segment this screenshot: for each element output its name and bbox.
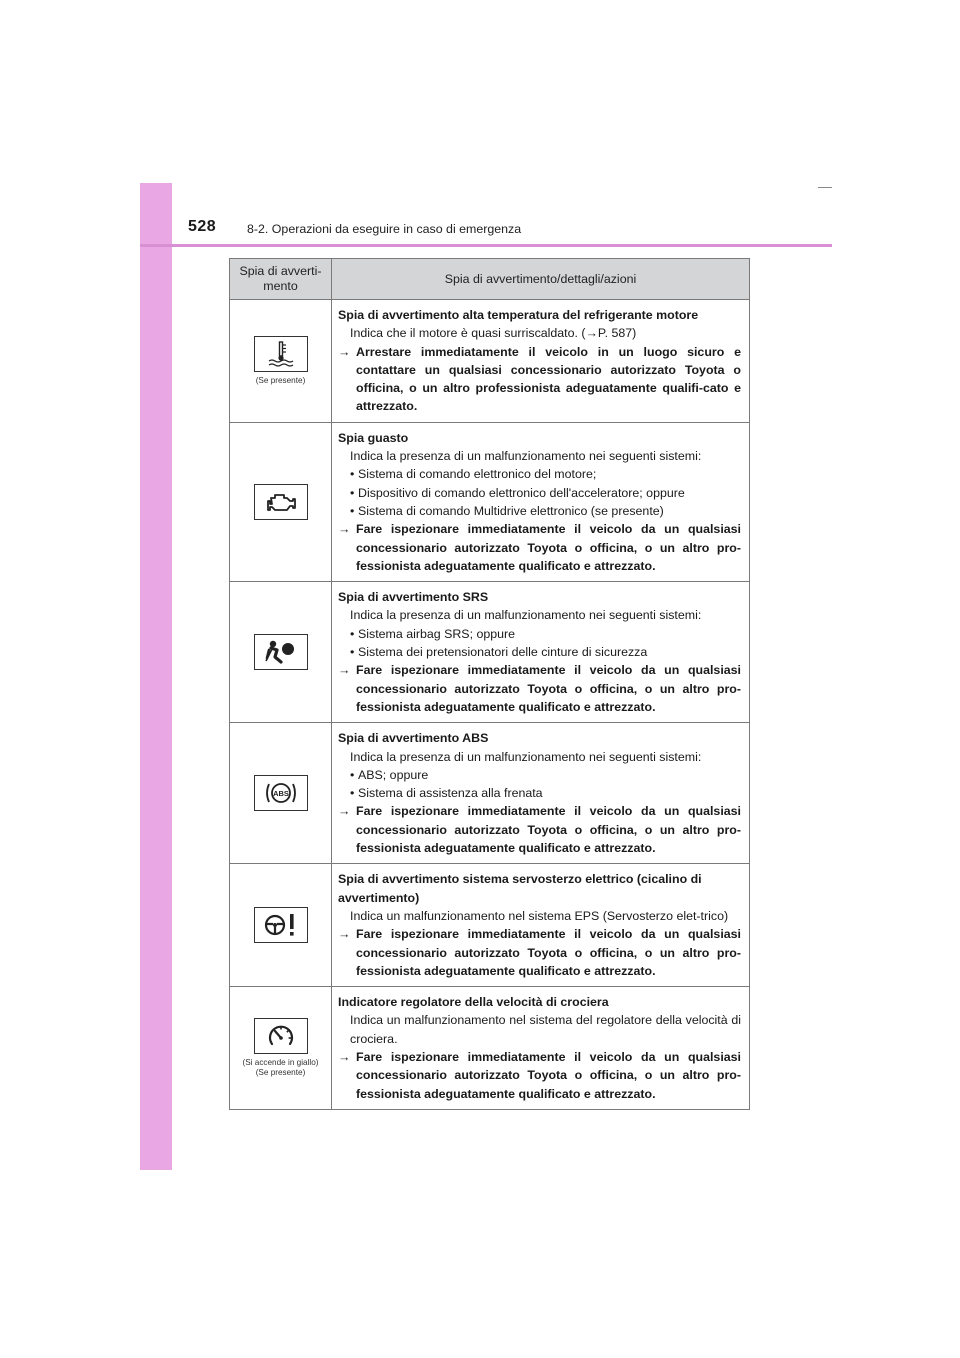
corner-mark	[818, 187, 832, 188]
power-steering-icon	[254, 907, 308, 943]
table-row	[230, 864, 750, 987]
warning-action	[338, 1048, 741, 1103]
icon-note: (Se presente)	[255, 376, 306, 386]
arrow-right-icon: →	[338, 344, 351, 359]
header-rule	[140, 244, 832, 247]
list-item: • Sistema di comando elettronico del motore;	[350, 467, 597, 482]
abs-icon	[254, 775, 308, 811]
warning-title: Spia di avvertimento sistema servosterzo elettrico (cicalino di avvertimento)	[338, 872, 702, 905]
column-header-details: Spia di avvertimento/dettagli/azioni	[332, 259, 750, 300]
list-item-text: Sistema di comando elettronico del motore;	[358, 467, 597, 482]
warning-action	[338, 802, 741, 857]
side-tab-bar	[140, 183, 172, 1170]
list-item-text: Dispositivo di comando elettronico dell'acceleratore; oppure	[358, 485, 685, 500]
warning-light-cell	[230, 864, 332, 987]
warning-description: Indica la presenza di un malfunzionamento nei seguenti sistemi:	[350, 749, 702, 764]
warning-action-text: Fare ispezionare immediatamente il veicolo da un qualsiasi concessionario autorizzato Toyota o officina, o un altro pro-fessionista adeguatamente qualificato e attrezzato.	[356, 522, 741, 573]
icon-note: (Si accende in giallo) (Se presente)	[242, 1058, 319, 1077]
cruise-control-icon	[254, 1018, 308, 1054]
arrow-right-icon: →	[338, 927, 351, 942]
warning-title: Spia di avvertimento alta temperatura del refrigerante motore	[338, 308, 699, 322]
warning-action-text: Fare ispezionare immediatamente il veicolo da un qualsiasi concessionario autorizzato Toyota o officina, o un altro pro-fessionista adeguatamente qualificato e attrezzato.	[356, 804, 741, 856]
warning-title: Indicatore regolatore della velocità di crociera	[338, 995, 609, 1010]
list-item-text: Sistema di assistenza alla frenata	[358, 786, 543, 801]
table-row	[230, 300, 750, 423]
warning-action-text: Fare ispezionare immediatamente il veicolo da un qualsiasi concessionario autorizzato Toyota o officina, o un altro pro-fessionista adeguatamente qualificato e attrezzato.	[356, 927, 741, 978]
warning-lights-table	[229, 258, 750, 1110]
arrow-right-icon: →	[338, 804, 351, 819]
engine-malfunction-icon	[254, 484, 308, 520]
details-cell	[332, 864, 750, 987]
details-cell	[332, 723, 750, 864]
column-header-light: Spia di avverti- mento	[230, 259, 332, 300]
warning-light-cell	[230, 987, 332, 1110]
warning-light-cell	[230, 582, 332, 723]
warning-light-cell	[230, 723, 332, 864]
warning-light-cell	[230, 300, 332, 423]
warning-action-text: Arrestare immediatamente il veicolo in un luogo sicuro e contattare un qualsiasi concessionario autorizzato Toyota o officina, o un altro professionista adeguatamente qualifi-cato e attrezzato.	[356, 344, 741, 414]
warning-light-cell	[230, 422, 332, 581]
warning-description: Indica la presenza di un malfunzionamento nei seguenti sistemi:	[350, 608, 702, 623]
table-row	[230, 582, 750, 723]
details-cell	[332, 582, 750, 723]
page-number: 528	[188, 218, 217, 235]
table-row	[230, 987, 750, 1110]
warning-title: Spia di avvertimento ABS	[338, 731, 489, 746]
warning-action-text: Fare ispezionare immediatamente il veicolo da un qualsiasi concessionario autorizzato Toyota o officina, o un altro pro-fessionista adeguatamente qualificato e attrezzato.	[356, 663, 741, 714]
list-item-text: Sistema airbag SRS; oppure	[358, 626, 516, 641]
warning-title: Spia guasto	[338, 430, 409, 445]
warning-action	[338, 520, 741, 575]
svg-text:ABS: ABS	[272, 789, 289, 799]
warning-title: Spia di avvertimento SRS	[338, 590, 489, 605]
arrow-right-icon: →	[338, 663, 351, 678]
table-header-row	[230, 259, 750, 300]
list-item-text: Sistema di comando Multidrive elettronico (se presente)	[358, 503, 664, 518]
arrow-right-icon: →	[338, 522, 351, 537]
warning-description: Indica un malfunzionamento nel sistema del regolatore della velocità di crociera.	[350, 1013, 741, 1046]
airbag-srs-icon	[254, 634, 308, 670]
warning-description: Indica un malfunzionamento nel sistema EPS (Servosterzo elet-trico)	[350, 908, 729, 923]
details-cell	[332, 422, 750, 581]
warning-action	[338, 661, 741, 716]
details-cell	[332, 987, 750, 1110]
warning-action	[338, 925, 741, 980]
list-item: • Sistema di assistenza alla frenata	[350, 786, 543, 801]
warning-description: Indica che il motore è quasi surriscaldato. (→P. 587)	[350, 326, 637, 341]
list-item: • Sistema airbag SRS; oppure	[350, 626, 516, 641]
list-item: • Dispositivo di comando elettronico dell'acceleratore; oppure	[350, 485, 685, 500]
section-title: 8-2. Operazioni da eseguire in caso di emergenza	[247, 222, 522, 236]
list-item-text: Sistema dei pretensionatori delle cinture di sicurezza	[358, 645, 648, 660]
list-item-text: ABS; oppure	[358, 767, 429, 782]
warning-action-text: Fare ispezionare immediatamente il veicolo da un qualsiasi concessionario autorizzato Toyota o officina, o un altro pro-fessionista adeguatamente qualificato e attrezzato.	[356, 1049, 741, 1101]
list-item: • ABS; oppure	[350, 767, 429, 782]
warning-description: Indica la presenza di un malfunzionamento nei seguenti sistemi:	[350, 449, 702, 464]
table-row	[230, 723, 750, 864]
list-item: • Sistema di comando Multidrive elettronico (se presente)	[350, 503, 664, 518]
arrow-right-icon: →	[338, 1049, 351, 1064]
warning-action	[338, 343, 741, 416]
table-row	[230, 422, 750, 581]
coolant-temperature-icon	[254, 336, 308, 372]
list-item: • Sistema dei pretensionatori delle cinture di sicurezza	[350, 645, 648, 660]
details-cell	[332, 300, 750, 423]
